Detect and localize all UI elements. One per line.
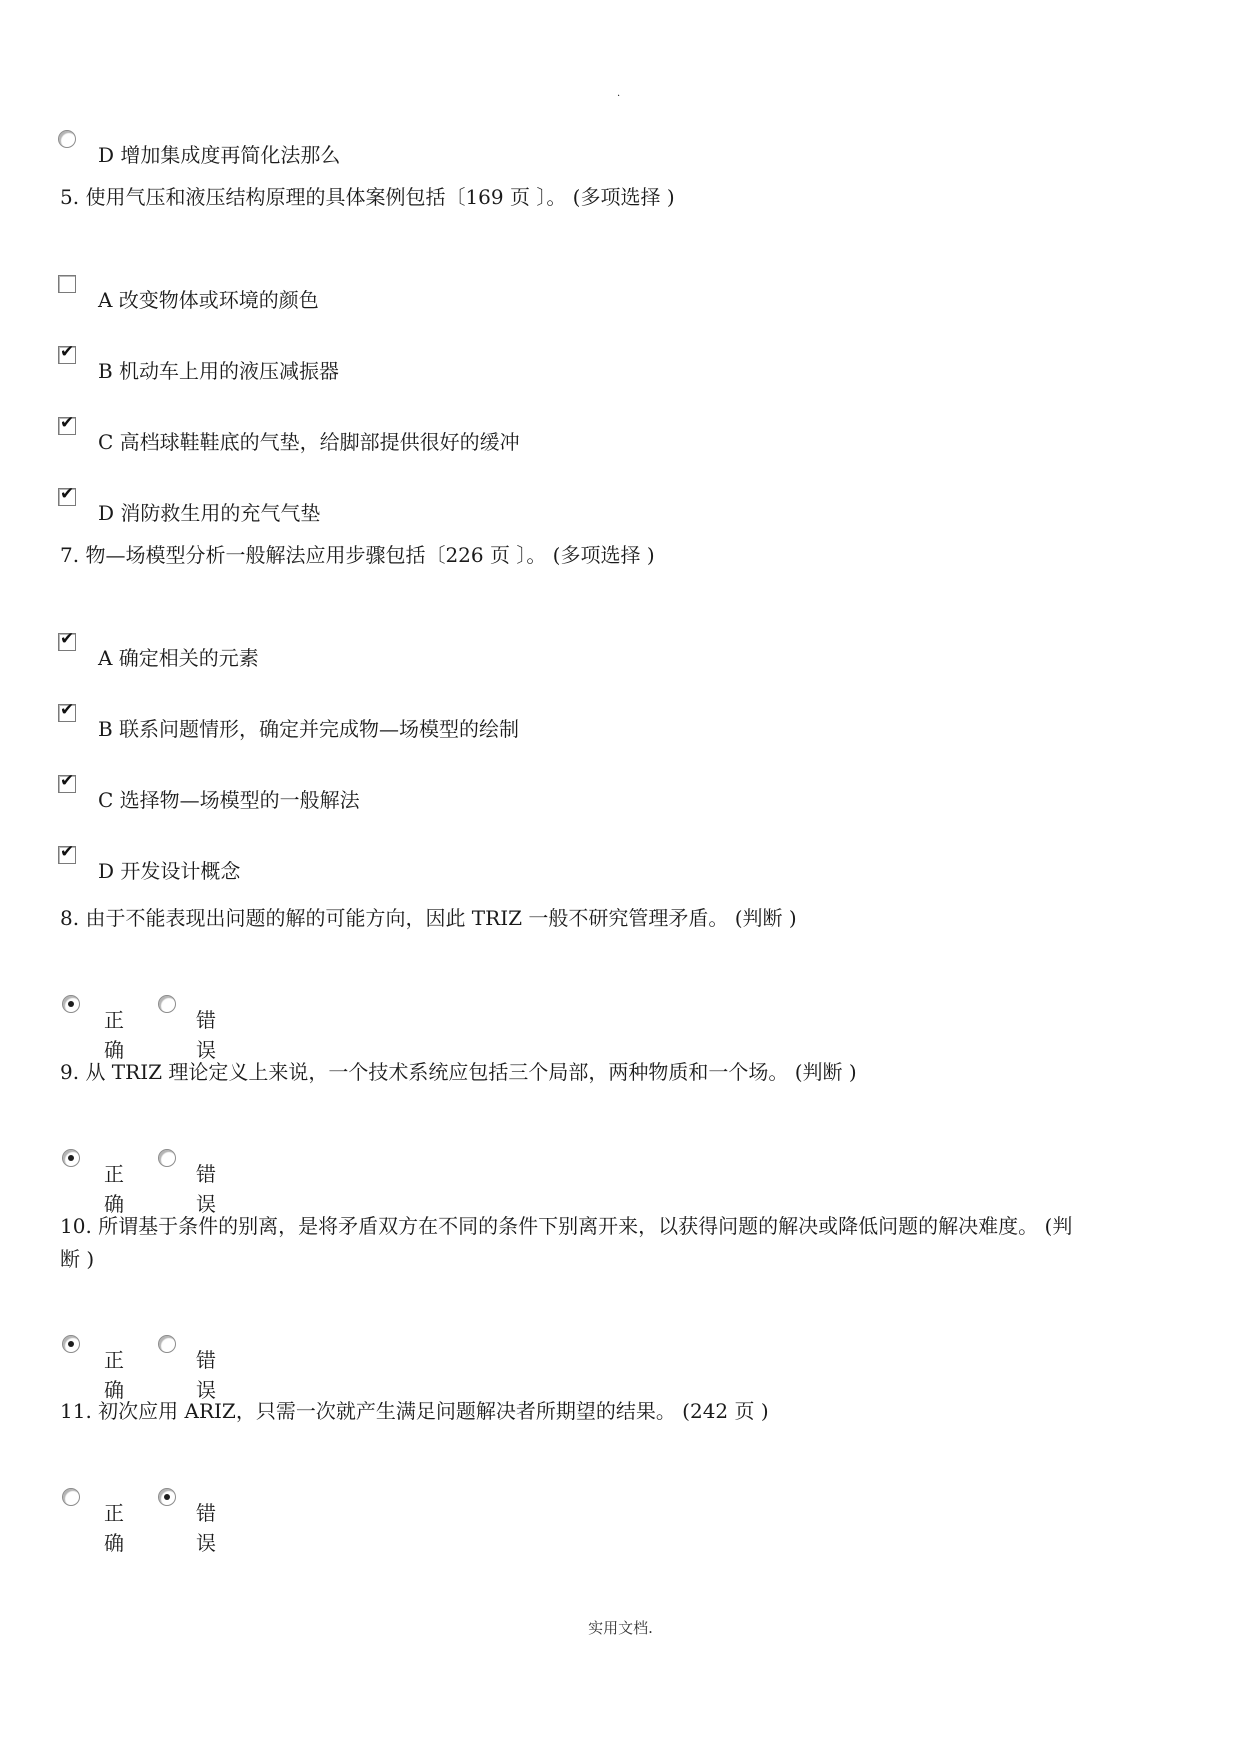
top-dot: . (617, 88, 621, 99)
checkbox-icon[interactable] (58, 417, 76, 435)
radio-false-icon[interactable] (158, 995, 176, 1013)
checkbox-icon[interactable] (58, 704, 76, 722)
checkbox-icon[interactable] (58, 275, 76, 293)
radio-false-icon[interactable] (158, 1335, 176, 1353)
true-label: 正确 (104, 1501, 124, 1555)
false-label: 错误 (196, 1008, 216, 1062)
option-label: A 改变物体或环境的颜色 (98, 288, 319, 312)
checkbox-icon[interactable] (58, 346, 76, 364)
option-label: D 消防救生用的充气气垫 (98, 501, 321, 525)
option-label: B 联系问题情形，确定并完成物—场模型的绘制 (98, 717, 520, 741)
false-label: 错误 (196, 1348, 216, 1402)
option-label: C 选择物—场模型的一般解法 (98, 788, 360, 812)
radio-icon[interactable] (58, 130, 76, 148)
question-9: 9. 从 TRIZ 理论定义上来说，一个技术系统应包括三个局部，两种物质和一个场。 (判断 ) (60, 1060, 857, 1084)
radio-true-icon[interactable] (62, 995, 80, 1013)
true-label: 正确 (104, 1348, 124, 1402)
true-label: 正确 (104, 1008, 124, 1062)
false-label: 错误 (196, 1162, 216, 1216)
option-label: A 确定相关的元素 (98, 646, 259, 670)
radio-false-icon[interactable] (158, 1488, 176, 1506)
radio-true-icon[interactable] (62, 1335, 80, 1353)
question-8: 8. 由于不能表现出问题的解的可能方向，因此 TRIZ 一般不研究管理矛盾。 (判断 ) (60, 906, 797, 930)
question-11: 11. 初次应用 ARIZ，只需一次就产生满足问题解决者所期望的结果。 (242 页 ) (60, 1399, 769, 1423)
option-label: B 机动车上用的液压减振器 (98, 359, 340, 383)
question-10-line1: 10. 所谓基于条件的别离，是将矛盾双方在不同的条件下别离开来，以获得问题的解决或降低问题的解决难度。 (判 (60, 1214, 1073, 1238)
option-label: D 增加集成度再简化法那么 (98, 143, 341, 167)
question-7: 7. 物—场模型分析一般解法应用步骤包括〔226 页 〕。 (多项选择 ) (60, 543, 655, 567)
true-label: 正确 (104, 1162, 124, 1216)
radio-false-icon[interactable] (158, 1149, 176, 1167)
radio-true-icon[interactable] (62, 1488, 80, 1506)
checkbox-icon[interactable] (58, 775, 76, 793)
checkbox-icon[interactable] (58, 633, 76, 651)
checkbox-icon[interactable] (58, 488, 76, 506)
radio-true-icon[interactable] (62, 1149, 80, 1167)
question-10-line2: 断 ) (60, 1247, 95, 1271)
page-footer: 实用文档. (588, 1619, 653, 1637)
checkbox-icon[interactable] (58, 846, 76, 864)
false-label: 错误 (196, 1501, 216, 1555)
option-label: C 高档球鞋鞋底的气垫，给脚部提供很好的缓冲 (98, 430, 520, 454)
question-5: 5. 使用气压和液压结构原理的具体案例包括〔169 页 〕。 (多项选择 ) (60, 185, 675, 209)
option-label: D 开发设计概念 (98, 859, 241, 883)
